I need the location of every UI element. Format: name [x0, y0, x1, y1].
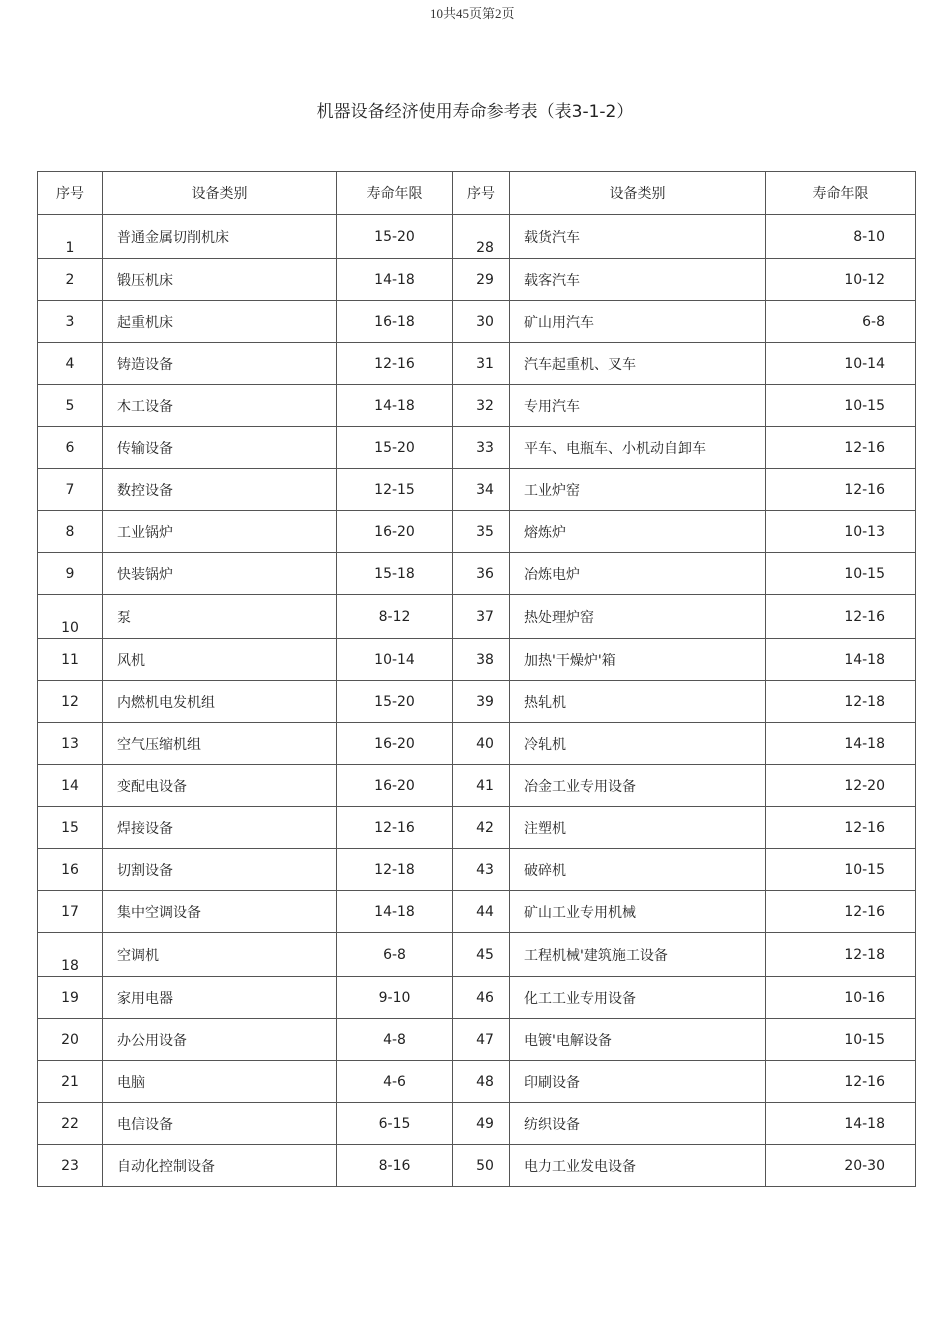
- table-row: [38, 469, 916, 511]
- row-category-left: 空气压缩机组: [103, 723, 337, 765]
- row-no-right: 33: [453, 427, 510, 469]
- row-category-right: 纺织设备: [510, 1103, 766, 1145]
- row-category-left: 锻压机床: [103, 259, 337, 301]
- table-row: [38, 259, 916, 301]
- row-no-left: 21: [38, 1061, 103, 1103]
- row-category-right: 载客汽车: [510, 259, 766, 301]
- row-category-right: 平车、电瓶车、小机动自卸车: [510, 427, 766, 469]
- row-category-left: 电脑: [103, 1061, 337, 1103]
- row-no-left: 3: [38, 301, 103, 343]
- row-life-right: 10-15: [766, 849, 916, 891]
- row-no-right: 30: [453, 301, 510, 343]
- table-row: [38, 639, 916, 681]
- row-no-right: 45: [453, 933, 510, 977]
- row-no-left: 6: [38, 427, 103, 469]
- row-life-right: 10-15: [766, 385, 916, 427]
- row-no-left: 13: [38, 723, 103, 765]
- row-no-right: 38: [453, 639, 510, 681]
- row-no-right: 28: [453, 215, 510, 259]
- row-category-right: 汽车起重机、叉车: [510, 343, 766, 385]
- row-category-left: 集中空调设备: [103, 891, 337, 933]
- row-category-left: 木工设备: [103, 385, 337, 427]
- table-row: [38, 301, 916, 343]
- row-category-right: 化工工业专用设备: [510, 977, 766, 1019]
- row-life-right: 14-18: [766, 723, 916, 765]
- row-category-right: 印刷设备: [510, 1061, 766, 1103]
- row-no-left: 17: [38, 891, 103, 933]
- row-category-left: 数控设备: [103, 469, 337, 511]
- row-no-right: 32: [453, 385, 510, 427]
- row-category-right: 热处理炉窑: [510, 595, 766, 639]
- row-category-left: 变配电设备: [103, 765, 337, 807]
- row-life-right: 12-20: [766, 765, 916, 807]
- row-life-left: 4-6: [337, 1061, 453, 1103]
- row-life-left: 15-18: [337, 553, 453, 595]
- row-category-right: 冷轧机: [510, 723, 766, 765]
- row-category-right: 冶金工业专用设备: [510, 765, 766, 807]
- row-life-right: 10-16: [766, 977, 916, 1019]
- header-life-left: 寿命年限: [337, 172, 453, 215]
- row-life-left: 14-18: [337, 385, 453, 427]
- row-no-right: 39: [453, 681, 510, 723]
- row-no-left: 8: [38, 511, 103, 553]
- row-life-left: 14-18: [337, 891, 453, 933]
- row-category-left: 风机: [103, 639, 337, 681]
- row-life-right: 12-16: [766, 427, 916, 469]
- row-no-right: 41: [453, 765, 510, 807]
- row-life-left: 12-16: [337, 343, 453, 385]
- row-category-right: 冶炼电炉: [510, 553, 766, 595]
- row-life-left: 8-16: [337, 1145, 453, 1187]
- row-no-right: 42: [453, 807, 510, 849]
- row-life-right: 14-18: [766, 639, 916, 681]
- row-no-left: 19: [38, 977, 103, 1019]
- row-category-right: 工业炉窑: [510, 469, 766, 511]
- table-row: [38, 385, 916, 427]
- row-no-left: 18: [38, 933, 103, 977]
- row-no-left: 1: [38, 215, 103, 259]
- row-life-right: 10-14: [766, 343, 916, 385]
- table-header-row: [38, 172, 916, 215]
- header-category-left: 设备类别: [103, 172, 337, 215]
- row-life-right: 8-10: [766, 215, 916, 259]
- row-category-right: 破碎机: [510, 849, 766, 891]
- row-life-left: 9-10: [337, 977, 453, 1019]
- row-life-right: 12-16: [766, 595, 916, 639]
- row-life-left: 16-20: [337, 765, 453, 807]
- row-no-left: 4: [38, 343, 103, 385]
- row-category-right: 熔炼炉: [510, 511, 766, 553]
- row-life-left: 15-20: [337, 681, 453, 723]
- row-life-left: 14-18: [337, 259, 453, 301]
- row-category-right: 矿山工业专用机械: [510, 891, 766, 933]
- row-category-left: 快装锅炉: [103, 553, 337, 595]
- row-life-left: 8-12: [337, 595, 453, 639]
- table-row: [38, 977, 916, 1019]
- row-category-right: 加热'干燥炉'箱: [510, 639, 766, 681]
- row-category-left: 切割设备: [103, 849, 337, 891]
- row-life-left: 6-8: [337, 933, 453, 977]
- table-row: [38, 807, 916, 849]
- row-category-left: 工业锅炉: [103, 511, 337, 553]
- row-category-left: 内燃机电发机组: [103, 681, 337, 723]
- row-life-left: 16-20: [337, 511, 453, 553]
- row-life-right: 14-18: [766, 1103, 916, 1145]
- row-life-left: 15-20: [337, 215, 453, 259]
- row-life-left: 4-8: [337, 1019, 453, 1061]
- row-no-right: 37: [453, 595, 510, 639]
- row-life-left: 15-20: [337, 427, 453, 469]
- row-no-left: 9: [38, 553, 103, 595]
- row-category-left: 空调机: [103, 933, 337, 977]
- row-category-left: 起重机床: [103, 301, 337, 343]
- row-no-right: 48: [453, 1061, 510, 1103]
- row-life-left: 12-16: [337, 807, 453, 849]
- row-category-right: 热轧机: [510, 681, 766, 723]
- row-life-left: 6-15: [337, 1103, 453, 1145]
- row-no-right: 35: [453, 511, 510, 553]
- row-no-right: 43: [453, 849, 510, 891]
- row-category-left: 办公用设备: [103, 1019, 337, 1061]
- row-life-right: 12-18: [766, 933, 916, 977]
- row-no-left: 14: [38, 765, 103, 807]
- row-category-right: 工程机械'建筑施工设备: [510, 933, 766, 977]
- table-row: [38, 765, 916, 807]
- row-no-right: 44: [453, 891, 510, 933]
- header-life-right: 寿命年限: [766, 172, 916, 215]
- table-row: [38, 1019, 916, 1061]
- row-no-right: 29: [453, 259, 510, 301]
- table-row: [38, 681, 916, 723]
- table-row: [38, 1103, 916, 1145]
- table-row: [38, 595, 916, 639]
- row-life-right: 12-16: [766, 469, 916, 511]
- table-row: [38, 933, 916, 977]
- page-header: 10共45页第2页: [430, 6, 515, 21]
- row-life-right: 10-13: [766, 511, 916, 553]
- row-life-right: 6-8: [766, 301, 916, 343]
- row-no-left: 12: [38, 681, 103, 723]
- row-no-right: 47: [453, 1019, 510, 1061]
- header-no-left: 序号: [38, 172, 103, 215]
- row-category-right: 注塑机: [510, 807, 766, 849]
- row-no-left: 22: [38, 1103, 103, 1145]
- row-life-right: 12-16: [766, 807, 916, 849]
- equipment-life-table: [37, 171, 916, 1187]
- row-no-left: 16: [38, 849, 103, 891]
- table-row: [38, 1145, 916, 1187]
- row-no-left: 2: [38, 259, 103, 301]
- row-category-left: 铸造设备: [103, 343, 337, 385]
- document-title: 机器设备经济使用寿命参考表（表3-1-2）: [316, 102, 634, 122]
- row-life-right: 10-12: [766, 259, 916, 301]
- table-row: [38, 215, 916, 259]
- row-category-left: 焊接设备: [103, 807, 337, 849]
- row-no-left: 10: [38, 595, 103, 639]
- row-life-left: 16-20: [337, 723, 453, 765]
- row-life-right: 10-15: [766, 1019, 916, 1061]
- table-row: [38, 723, 916, 765]
- row-no-left: 23: [38, 1145, 103, 1187]
- row-category-left: 自动化控制设备: [103, 1145, 337, 1187]
- row-no-left: 7: [38, 469, 103, 511]
- row-no-right: 34: [453, 469, 510, 511]
- row-life-right: 12-16: [766, 1061, 916, 1103]
- table-row: [38, 1061, 916, 1103]
- table-row: [38, 553, 916, 595]
- row-category-right: 电镀'电解设备: [510, 1019, 766, 1061]
- row-life-left: 12-15: [337, 469, 453, 511]
- header-category-right: 设备类别: [510, 172, 766, 215]
- row-life-left: 10-14: [337, 639, 453, 681]
- row-no-left: 11: [38, 639, 103, 681]
- row-category-left: 家用电器: [103, 977, 337, 1019]
- row-no-left: 15: [38, 807, 103, 849]
- row-category-left: 传输设备: [103, 427, 337, 469]
- table-row: [38, 849, 916, 891]
- row-life-right: 12-18: [766, 681, 916, 723]
- row-life-right: 20-30: [766, 1145, 916, 1187]
- table-row: [38, 511, 916, 553]
- table-body: [38, 215, 916, 1187]
- row-category-left: 电信设备: [103, 1103, 337, 1145]
- row-life-left: 16-18: [337, 301, 453, 343]
- row-category-right: 电力工业发电设备: [510, 1145, 766, 1187]
- table-row: [38, 891, 916, 933]
- row-category-right: 载货汽车: [510, 215, 766, 259]
- row-no-left: 5: [38, 385, 103, 427]
- table-row: [38, 343, 916, 385]
- row-category-right: 专用汽车: [510, 385, 766, 427]
- row-no-right: 50: [453, 1145, 510, 1187]
- header-no-right: 序号: [453, 172, 510, 215]
- row-no-right: 46: [453, 977, 510, 1019]
- row-no-right: 49: [453, 1103, 510, 1145]
- row-no-left: 20: [38, 1019, 103, 1061]
- row-life-right: 12-16: [766, 891, 916, 933]
- table-row: [38, 427, 916, 469]
- row-category-left: 泵: [103, 595, 337, 639]
- row-category-right: 矿山用汽车: [510, 301, 766, 343]
- row-no-right: 31: [453, 343, 510, 385]
- row-life-left: 12-18: [337, 849, 453, 891]
- row-life-right: 10-15: [766, 553, 916, 595]
- row-no-right: 40: [453, 723, 510, 765]
- row-category-left: 普通金属切削机床: [103, 215, 337, 259]
- row-no-right: 36: [453, 553, 510, 595]
